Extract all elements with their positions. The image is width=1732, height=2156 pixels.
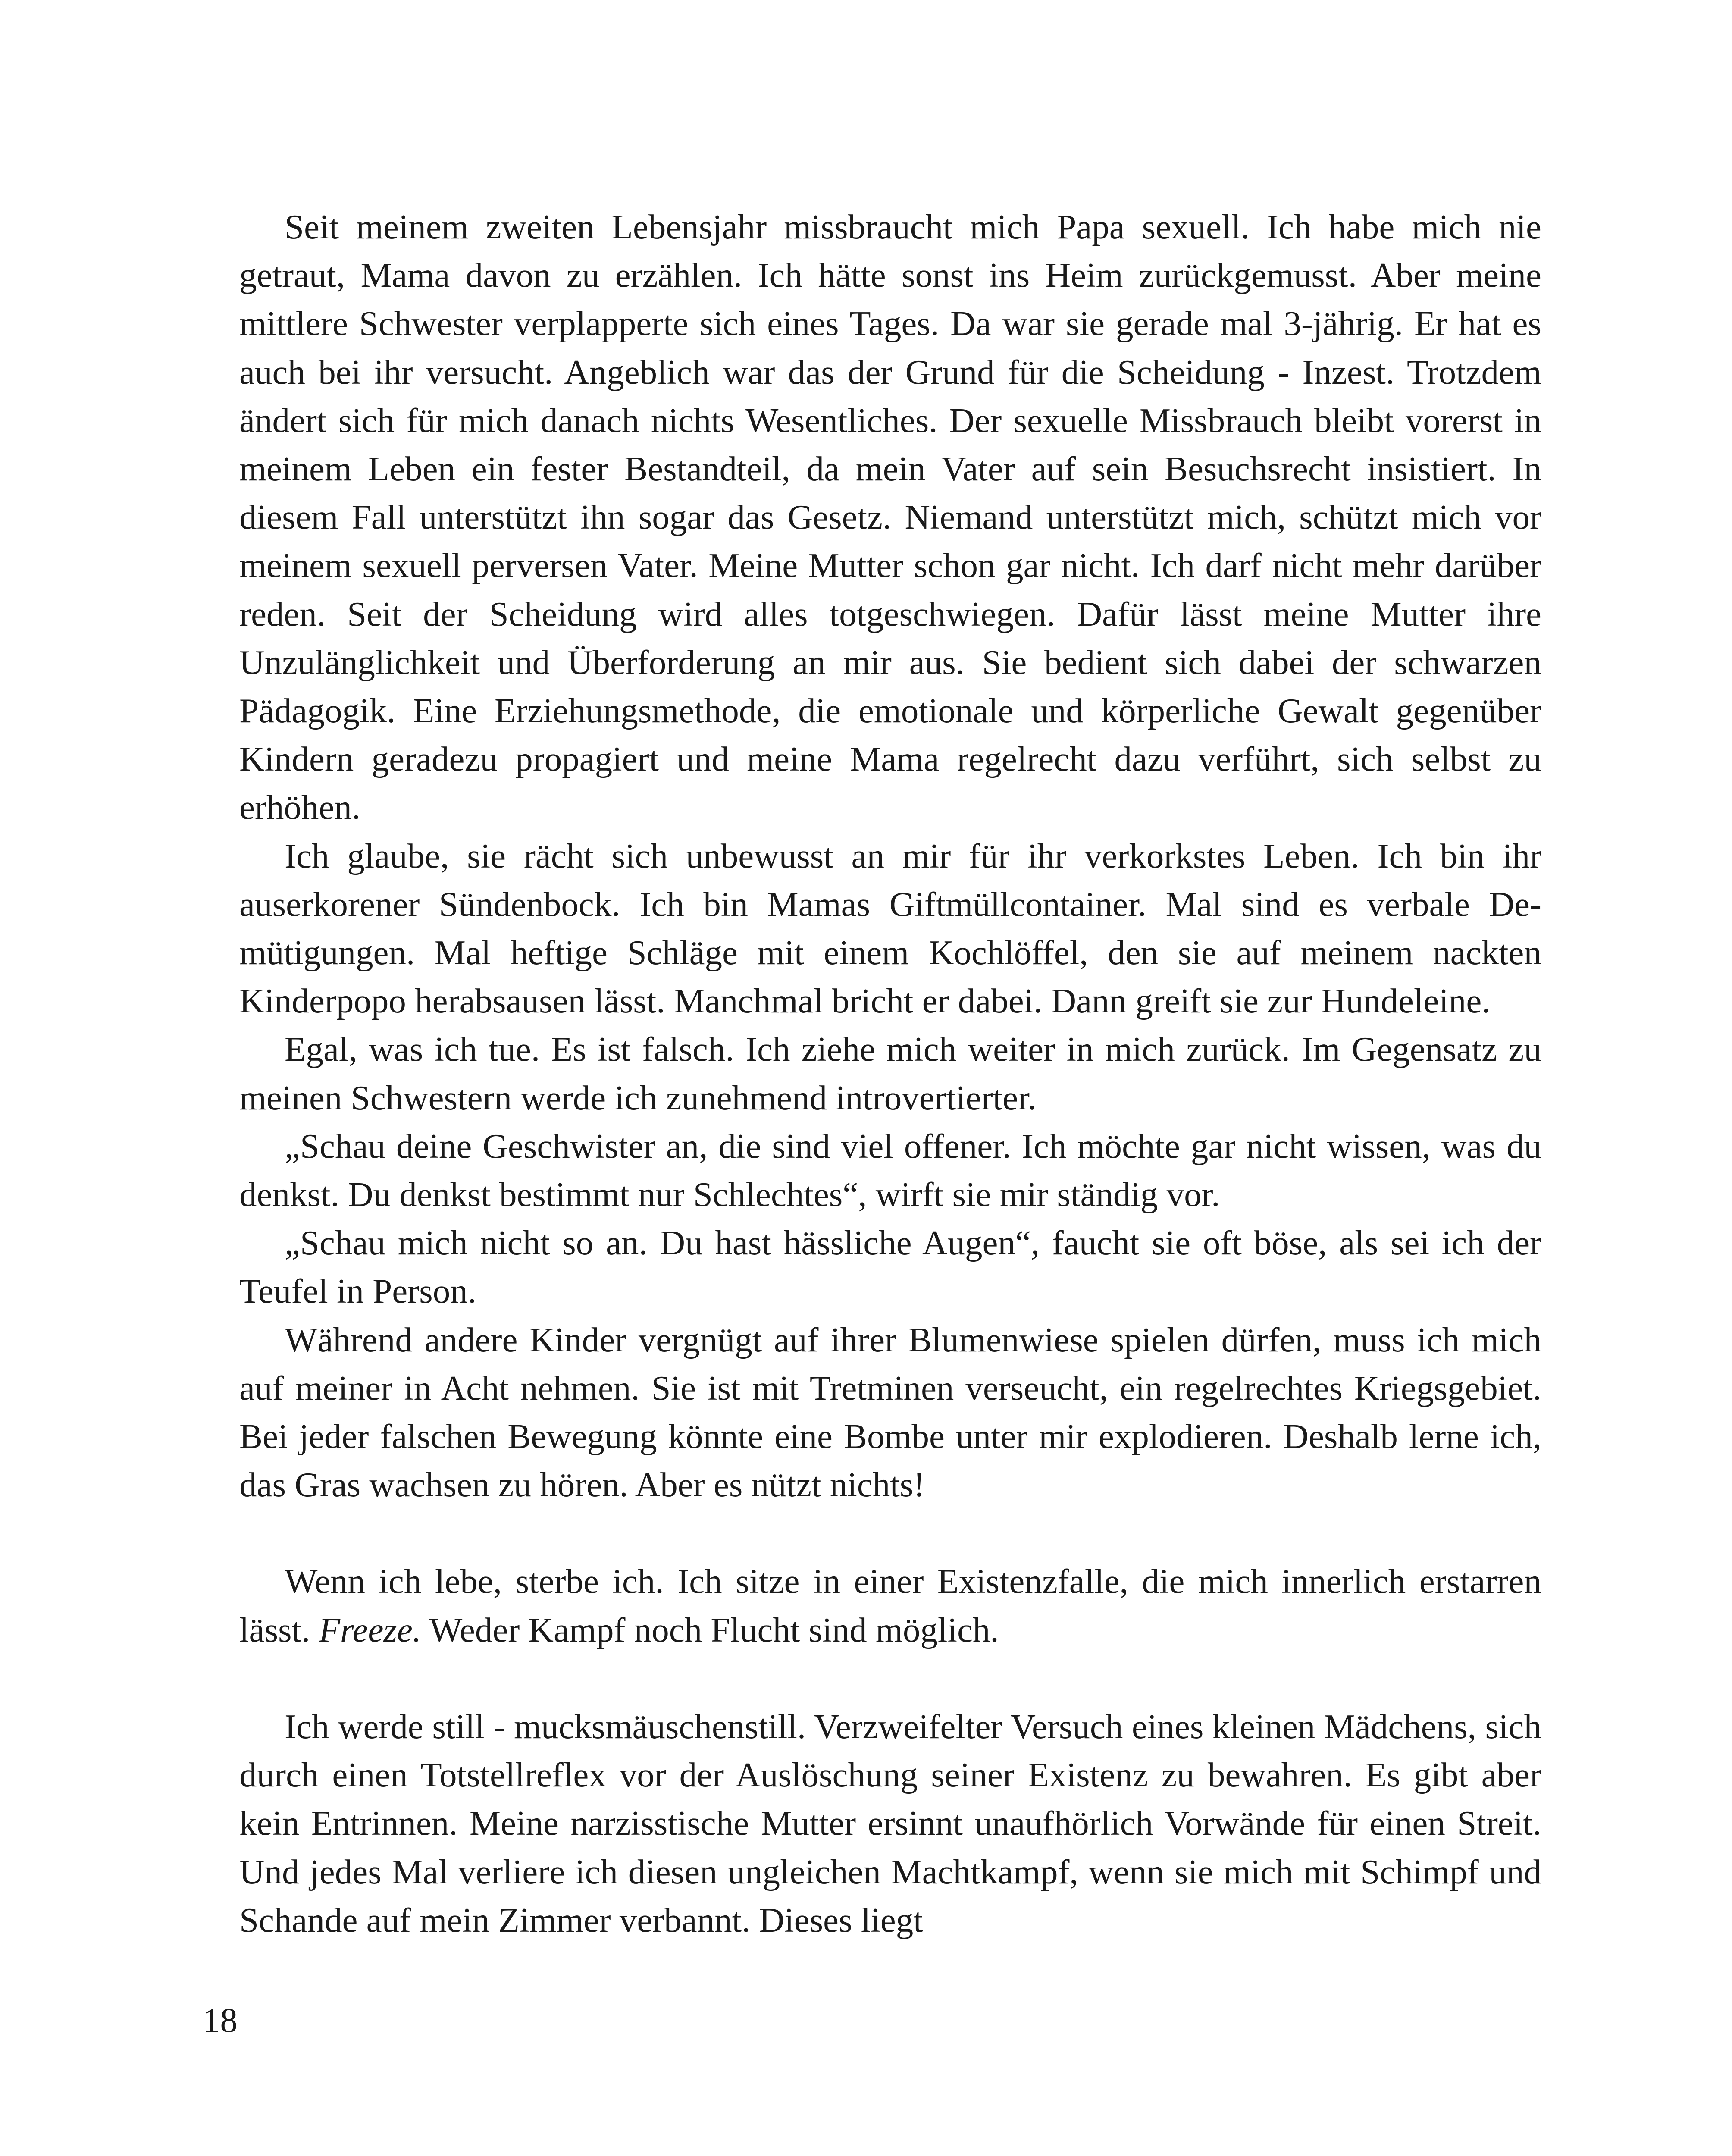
paragraph-7-italic-word: Freeze.	[319, 1610, 422, 1649]
paragraph-7-text-after: Weder Kampf noch Flucht sind möglich.	[421, 1610, 999, 1649]
paragraph-1: Seit meinem zweiten Lebensjahr missbraucht mich Papa sexuell. Ich habe mich nie getraut, Mama davon zu erzählen. Ich hätte sonst ins Heim zurückgemusst. Aber meine mittlere Schwester verplapperte sich eines Tages. Da war sie gerade mal 3-jährig. Er hat es auch bei ihr versucht. Angeblich war das der Grund für die Scheidung - Inzest. Trotzdem ändert sich für mich danach nichts Wesentliches. Der sexuelle Missbrauch bleibt vorerst in meinem Leben ein fester Bestandteil, da mein Vater auf sein Besuchsrecht insistiert. In diesem Fall unterstützt ihn sogar das Gesetz. Niemand unterstützt mich, schützt mich vor meinem sexuell perversen Vater. Meine Mutter schon gar nicht. Ich darf nicht mehr darüber reden. Seit der Scheidung wird alles totgeschwiegen. Dafür lässt meine Mutter ihre Unzulänglichkeit und Überforderung an mir aus. Sie bedient sich dabei der schwarzen Pädagogik. Eine Erziehungsmethode, die emotionale und körperliche Gewalt gegenüber Kindern geradezu propagiert und meine Mama regelrecht dazu verführt, sich selbst zu erhöhen.	[239, 207, 1541, 827]
paragraph-6: Während andere Kinder vergnügt auf ihrer Blumenwiese spielen dürfen, muss ich mich auf meiner in Acht nehmen. Sie ist mit Tretminen verseucht, ein regelrechtes Kriegsgebiet. Bei jeder falschen Bewegung könnte eine Bombe unter mir explodieren. Deshalb lerne ich, das Gras wachsen zu hören. Aber es nützt nichts!	[239, 1320, 1541, 1504]
paragraph-7	[239, 1557, 1541, 1654]
paragraph-4: „Schau deine Geschwister an, die sind viel offener. Ich möchte gar nicht wissen, was du denkst. Du denkst bestimmt nur Schlechtes“, wirft sie mir ständig vor.	[239, 1126, 1541, 1214]
paragraph-5: „Schau mich nicht so an. Du hast hässliche Augen“, faucht sie oft böse, als sei ich der Teufel in Person.	[239, 1223, 1541, 1311]
paragraph-8: Ich werde still - mucksmäuschenstill. Verzweifelter Versuch eines kleinen Mädchens, sich durch einen Totstellreflex vor der Auslöschung seiner Existenz zu bewahren. Es gibt aber kein Entrinnen. Meine narzisstische Mutter ersinnt unaufhörlich Vorwände für einen Streit. Und jedes Mal verliere ich diesen ungleichen Machtkampf, wenn sie mich mit Schimpf und Schande auf mein Zimmer verbannt. Dieses liegt	[239, 1707, 1541, 1940]
paragraph-7-text-before: Wenn ich lebe, sterbe ich. Ich sitze in einer Existenzfalle, die mich innerlich erstarren lässt.	[239, 1562, 1541, 1649]
page-number: 18	[203, 2001, 238, 2040]
paragraph-2: Ich glaube, sie rächt sich unbewusst an mir für ihr verkorkstes Leben. Ich bin ihr auserkorener Sündenbock. Ich bin Mamas Giftmüllcontainer. Mal sind es verbale Demütigungen. Mal heftige Schläge mit einem Kochlöffel, den sie auf meinem nackten Kinderpopo herabsausen lässt. Manchmal bricht er dabei. Dann greift sie zur Hundeleine.	[239, 836, 1541, 1021]
body-text	[239, 203, 1541, 1944]
paragraph-3: Egal, was ich tue. Es ist falsch. Ich ziehe mich weiter in mich zurück. Im Gegensatz zu meinen Schwestern werde ich zunehmend introvertierter.	[239, 1030, 1541, 1117]
